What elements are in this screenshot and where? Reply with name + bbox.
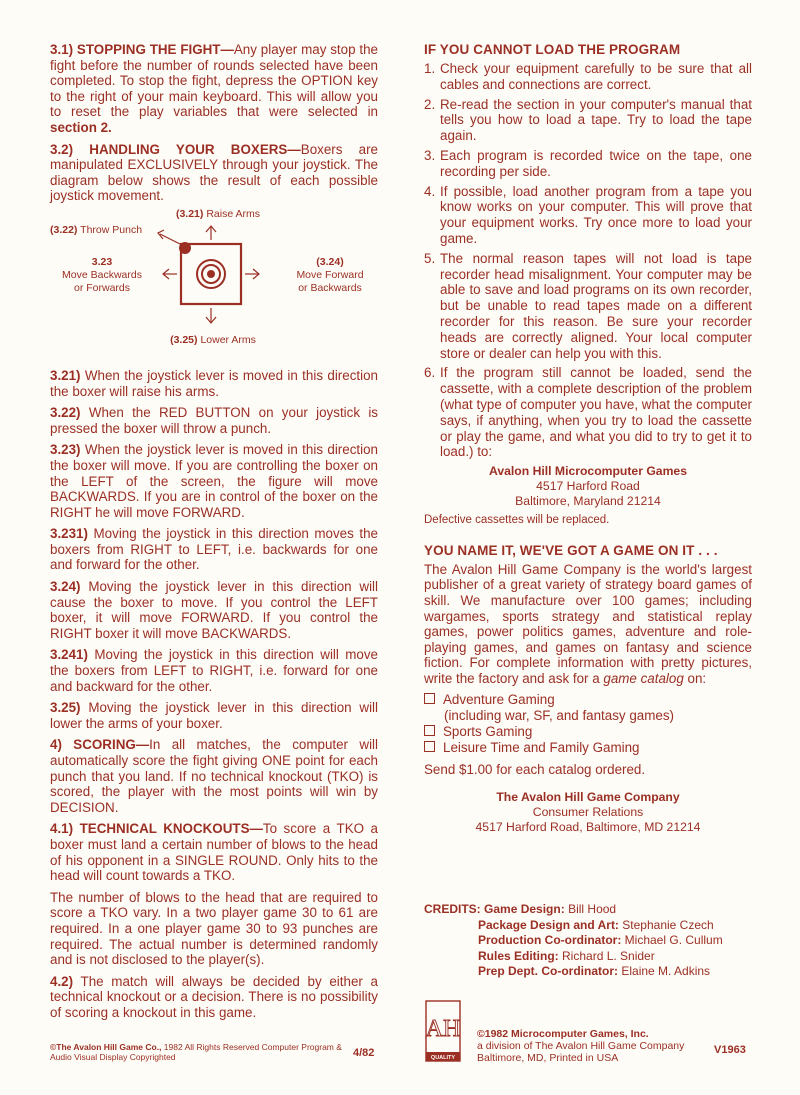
section-3-22: 3.22) When the RED BUTTON on your joystick is pressed the boxer will throw a punch. xyxy=(50,405,378,436)
label-raise-arms: (3.21) Raise Arms xyxy=(175,207,261,220)
copyright-right: ©1982 Microcomputer Games, Inc. a division of The Avalon Hill Game Company Baltimore, MD, Printed in USA xyxy=(477,1028,685,1064)
games-heading: YOU NAME IT, WE'VE GOT A GAME ON IT . . . xyxy=(424,542,718,558)
section-3-23: 3.23) When the joystick lever is moved in this direction the boxer will move. If you are controlling the boxer on the LEFT of the screen, the figure will move BACKWARDS. If you are in control of the boxer on the RIGHT he will move FORWARD. xyxy=(50,442,378,520)
catalog-item: Adventure Gaming xyxy=(424,692,752,708)
logo-word: QUALITY xyxy=(430,1055,456,1061)
load-step xyxy=(424,184,752,247)
section-3-24: 3.24) Moving the joystick lever in this direction will cause the boxer to move. If you control the LEFT boxer, it will move FORWARD. If you control the RIGHT boxer it will move BACKWARDS. xyxy=(50,579,378,641)
section-3-231: 3.231) Moving the joystick in this direction moves the boxers from RIGHT to LEFT, i.e. backwards for one and forward for the other. xyxy=(50,526,378,573)
label-move-forward: (3.24) Move Forward or Backwards xyxy=(296,255,364,294)
step-number: 6. xyxy=(424,365,436,381)
section-4-1-cont: The number of blows to the head that are required to score a TKO vary. In a two player game 30 to 61 are required. In a one player game 30 to 93 punches are required. The actual number is determined randomly and is not disclosed to the player(s). xyxy=(50,889,378,968)
logo-letters: AH xyxy=(425,1016,461,1042)
load-step xyxy=(424,148,752,180)
catalog-list xyxy=(424,692,752,756)
step-number: 5. xyxy=(424,250,436,266)
avalon-hill-quality-logo xyxy=(425,1000,461,1062)
load-heading: IF YOU CANNOT LOAD THE PROGRAM xyxy=(424,42,681,57)
defective-note: Defective cassettes will be replaced. xyxy=(424,514,610,527)
games-paragraph: The Avalon Hill Game Company is the world's largest publisher of a great variety of strategy board games of skill. We manufacture over 100 games; including wargames, sports strategy and statistical replay games, power politics games, adventure and role-playing games, and games on fantasy and science fiction. For complete information with pretty pictures, write the factory and ask for a game catalog on: xyxy=(424,561,752,686)
step-text: Check your equipment carefully to be sure that all cables and connections are correct. xyxy=(440,61,752,92)
load-steps-list xyxy=(424,61,752,460)
joystick-diagram xyxy=(50,207,378,358)
catalog-item: Sports Gaming xyxy=(424,724,752,740)
checkbox-icon xyxy=(424,693,435,704)
credits: CREDITS: Game Design: Bill Hood Package Design and Art: Stephanie Czech Production Co-ordinator: Michael G. Cullum Rules Editing: Richard L. Snider Prep Dept. Co-ordinator: Elaine M. Adkins xyxy=(424,902,723,978)
label-move-backwards: 3.23 Move Backwards or Forwards xyxy=(62,255,142,294)
section-4-2: 4.2) The match will always be decided by either a technical knockout or a decision. There is no possibility of scoring a knockout in this game. xyxy=(50,973,378,1020)
section-3-241: 3.241) Moving the joystick in this direction will move the boxers from LEFT to RIGHT, i.e. forward for one and backward for the other. xyxy=(50,647,378,694)
catalog-sub: (including war, SF, and fantasy games) xyxy=(444,708,674,724)
step-text: Each program is recorded twice on the tape, one recording per side. xyxy=(440,147,752,179)
load-step xyxy=(424,251,752,362)
load-step xyxy=(424,365,752,460)
load-step xyxy=(424,97,752,144)
issue-date: 4/82 xyxy=(353,1047,375,1059)
section-3-25: 3.25) Moving the joystick lever in this direction will lower the arms of your boxer. xyxy=(50,700,378,731)
step-text: Re-read the section in your computer's manual that tells you how to load a tape. Try to load the tape again. xyxy=(440,96,752,144)
company-address: The Avalon Hill Game Company Consumer Relations 4517 Harford Road, Baltimore, MD 21214 xyxy=(475,790,701,835)
section-4-1: 4.1) TECHNICAL KNOCKOUTS—To score a TKO a boxer must land a certain number of blows to the head of his opponent in a SINGLE ROUND. Only hits to the head will count towards a TKO. xyxy=(50,821,378,884)
joystick-ring-center xyxy=(207,270,215,278)
label-throw-punch: (3.22) Throw Punch xyxy=(50,223,143,236)
product-code: V1963 xyxy=(714,1044,746,1056)
section-4: 4) SCORING—In all matches, the computer will automatically score the fight giving ONE point for each punch that you land. If no technical knockout (TKO) is scored, the player with the most points will win by DECISION. xyxy=(50,737,378,815)
left-column xyxy=(50,42,378,1027)
section-3-2: 3.2) HANDLING YOUR BOXERS—Boxers are manipulated EXCLUSIVELY through your joystick. The diagram below shows the result of each possible joystick movement. xyxy=(50,141,379,204)
label-lower-arms: (3.25) Lower Arms xyxy=(170,333,256,346)
step-text: If possible, load another program from a tape you know works on your computer. This will prove that your equipment works. Try once more to load your game. xyxy=(440,183,752,246)
step-number: 4. xyxy=(424,183,436,199)
catalog-item: Leisure Time and Family Gaming xyxy=(424,740,752,756)
right-column xyxy=(424,42,752,839)
mail-address: Avalon Hill Microcomputer Games 4517 Harford Road Baltimore, Maryland 21214 xyxy=(489,464,687,509)
copyright-left: ©The Avalon Hill Game Co., 1982 All Rights Reserved Computer Program & Audio Visual Display Copyrighted xyxy=(50,1042,342,1062)
step-text: If the program still cannot be loaded, send the cassette, with a complete description of the problem (what type of computer you have, what the computer says, if anything, when you try to load the cassette or play the game, and what you did to try to get it to load.) to: xyxy=(440,365,752,460)
step-number: 1. xyxy=(424,61,436,76)
checkbox-icon xyxy=(424,725,435,736)
send-note: Send $1.00 for each catalog ordered. xyxy=(424,762,646,778)
load-step xyxy=(424,61,752,93)
step-number: 2. xyxy=(424,96,436,112)
step-text: The normal reason tapes will not load is tape recorder head misalignment. Your computer may be able to save and load programs on its own recorder, but be unable to read tapes made on a different recorder for this reason. Be sure your recorder heads are correctly aligned. Your local computer store or dealer can help you with this. xyxy=(440,250,752,361)
red-button-icon xyxy=(179,242,191,254)
checkbox-icon xyxy=(424,741,435,752)
section-3-1: 3.1) STOPPING THE FIGHT—Any player may stop the fight before the number of rounds selected have been completed. To stop the fight, depress the OPTION key to the right of your main keyboard. This will allow you to reset the play variables that were selected in section 2. xyxy=(50,42,378,135)
step-number: 3. xyxy=(424,147,436,163)
section-3-21: 3.21) When the joystick lever is moved in this direction the boxer will raise his arms. xyxy=(50,367,378,399)
